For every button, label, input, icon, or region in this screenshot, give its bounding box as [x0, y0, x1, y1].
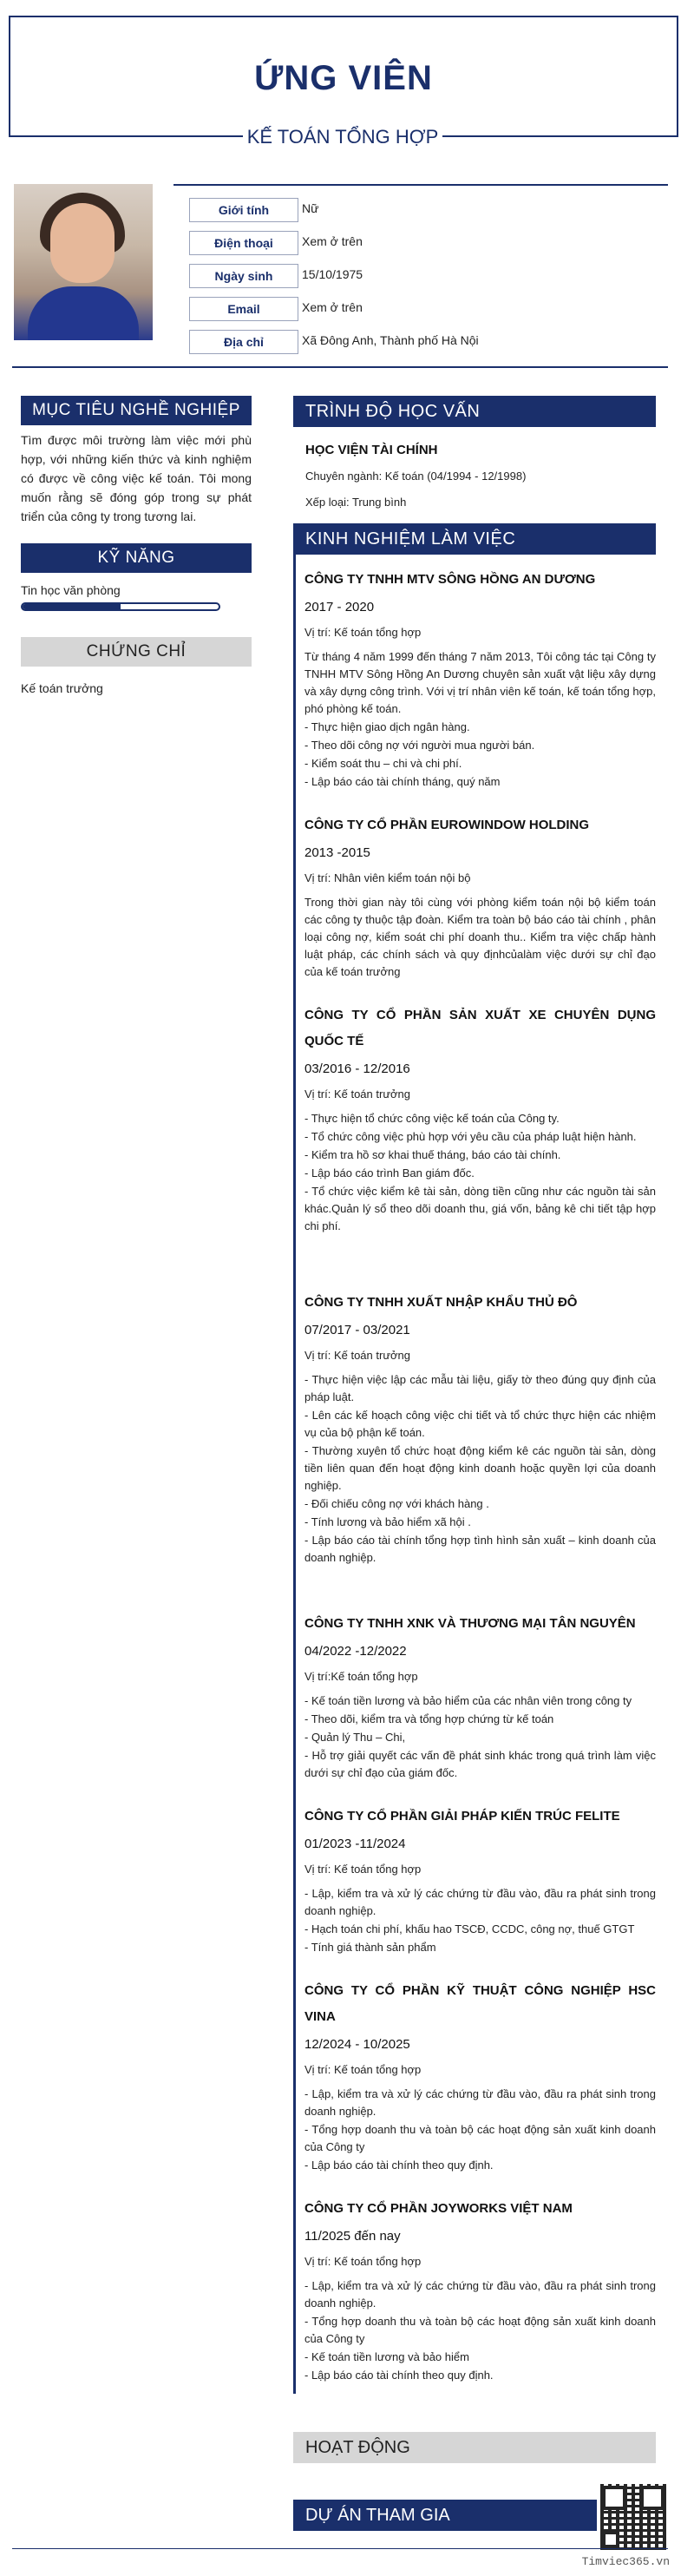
job-period: 12/2024 - 10/2025	[304, 2037, 410, 2052]
job-description-line: - Lập báo cáo tài chính theo quy định.	[304, 2369, 494, 2382]
job-description-line: Từ tháng 4 năm 1999 đến tháng 7 năm 2013, Tôi công tác tại Công ty TNHH MTV Sông Hồng An Dương chuyên sản xuất vật liệu xây dựng và xây dựng công trình. Với vị trí nhân viên kế toán, kế toán tổng hợp, phó phòng kế toán.	[304, 650, 656, 715]
job-period: 01/2023 -11/2024	[304, 1837, 406, 1851]
job-description-line: - Lập, kiểm tra và xử lý các chứng từ đầu vào, đầu ra phát sinh trong doanh nghiệp.	[304, 2087, 656, 2118]
job-role: Vị trí: Nhân viên kiểm toán nội bộ	[304, 871, 471, 884]
job-company: CÔNG TY CỔ PHẦN SẢN XUẤT XE CHUYÊN DỤNG QUỐC TẾ	[304, 1008, 656, 1048]
job-period: 2017 - 2020	[304, 600, 375, 614]
job-entry	[304, 1599, 656, 1791]
cert-text: Kế toán trưởng	[21, 681, 103, 695]
job-description	[304, 1371, 656, 1567]
job-description-line: - Lập, kiểm tra và xử lý các chứng từ đầu vào, đầu ra phát sinh trong doanh nghiệp.	[304, 1887, 656, 1917]
job-description-line: - Thực hiện giao dịch ngân hàng.	[304, 720, 470, 733]
job-description	[304, 2277, 656, 2384]
job-entry	[304, 800, 656, 990]
job-entry	[304, 1791, 656, 1966]
info-value: 15/10/1975	[302, 267, 363, 281]
job-description	[304, 2086, 656, 2174]
job-role: Vị trí:Kế toán tổng hợp	[304, 1670, 418, 1683]
info-value: Nữ	[302, 201, 319, 215]
job-company: CÔNG TY TNHH MTV SÔNG HỒNG AN DƯƠNG	[304, 572, 596, 587]
info-row-address	[189, 330, 666, 354]
job-description-line: - Tổng hợp doanh thu và toàn bộ các hoạt động sản xuất kinh doanh của Công ty	[304, 2315, 656, 2345]
school-name: HỌC VIỆN TÀI CHÍNH	[305, 443, 438, 457]
info-label: Ngày sinh	[189, 264, 298, 288]
watermark: Timviec365.vn	[581, 2555, 670, 2568]
job-description-line: - Theo dõi công nợ với người mua người bán.	[304, 739, 535, 752]
job-role: Vị trí: Kế toán trưởng	[304, 1349, 411, 1362]
info-row-birthdate	[189, 264, 666, 288]
info-value: Xem ở trên	[302, 234, 363, 248]
job-period: 11/2025 đến nay	[304, 2229, 401, 2244]
experience-heading: KINH NGHIỆM LÀM VIỆC	[293, 523, 656, 555]
job-company: CÔNG TY CỔ PHẦN KỸ THUẬT CÔNG NGHIỆP HSC VINA	[304, 1983, 656, 2024]
job-role: Vị trí: Kế toán tổng hợp	[304, 1863, 422, 1876]
job-period: 07/2017 - 03/2021	[304, 1323, 410, 1337]
job-company: CÔNG TY CỔ PHẦN JOYWORKS VIỆT NAM	[304, 2201, 573, 2216]
job-role: Vị trí: Kế toán trưởng	[304, 1088, 411, 1101]
info-row-phone	[189, 231, 666, 255]
job-description-line: - Tổ chức việc kiểm kê tài sản, dòng tiền cũng như các nguồn tài sản khác.Quản lý sổ theo dõi doanh thu, giá vốn, bảng kê chi tiết tập hợp chi phí.	[304, 1185, 656, 1232]
job-description-line: - Quản lý Thu – Chi,	[304, 1731, 406, 1744]
job-description	[304, 1692, 656, 1782]
job-entry	[304, 1278, 656, 1599]
job-period: 03/2016 - 12/2016	[304, 1061, 410, 1076]
job-description-line: - Tính lương và bảo hiểm xã hội .	[304, 1515, 471, 1528]
subtitle-wrap	[243, 122, 442, 153]
right-column	[293, 396, 656, 2394]
job-period: 04/2022 -12/2022	[304, 1644, 407, 1659]
job-description-line: - Lập báo cáo tài chính tổng hợp tình hình sản xuất – kinh doanh của doanh nghiệp.	[304, 1534, 656, 1564]
job-description-line: - Tính giá thành sản phẩm	[304, 1941, 436, 1954]
job-role: Vị trí: Kế toán tổng hợp	[304, 2255, 422, 2268]
info-value: Xã Đông Anh, Thành phố Hà Nội	[302, 333, 479, 347]
experience-timeline	[293, 555, 656, 2394]
job-description-line: - Thường xuyên tổ chức hoạt động kiểm kê các nguồn tài sản, dòng tiền liên quan đến hoạt động kinh doanh hoặc quyền lợi của doanh nghiệp.	[304, 1444, 656, 1492]
skill-bar	[21, 602, 220, 611]
job-company: CÔNG TY TNHH XUẤT NHẬP KHẨU THỦ ĐÔ	[304, 1295, 578, 1310]
job-description-line: - Thực hiện tổ chức công việc kế toán của Công ty.	[304, 1112, 560, 1125]
job-description-line: - Kế toán tiền lương và bảo hiểm của các nhân viên trong công ty	[304, 1694, 632, 1707]
info-label: Email	[189, 297, 298, 321]
objective-heading: MỤC TIÊU NGHỀ NGHIỆP	[21, 396, 252, 425]
job-entry	[304, 990, 656, 1278]
education-grade: Xếp loại: Trung bình	[305, 496, 407, 509]
avatar	[14, 184, 153, 340]
qr-code	[600, 2484, 666, 2550]
activities-heading: HOẠT ĐỘNG	[293, 2432, 656, 2463]
job-description-line: - Tổng hợp doanh thu và toàn bộ các hoạt động sản xuất kinh doanh của Công ty	[304, 2123, 656, 2153]
info-row-email	[189, 297, 666, 321]
job-description	[304, 1110, 656, 1235]
info-label: Điện thoại	[189, 231, 298, 255]
job-description-line: - Lập, kiểm tra và xử lý các chứng từ đầu vào, đầu ra phát sinh trong doanh nghiệp.	[304, 2279, 656, 2310]
job-description-line: - Kiểm tra hồ sơ khai thuế tháng, báo cáo tài chính.	[304, 1148, 561, 1161]
job-description-line: - Đối chiếu công nợ với khách hàng .	[304, 1497, 489, 1510]
job-description	[304, 1885, 656, 1956]
job-description-line: - Kế toán tiền lương và bảo hiểm	[304, 2350, 469, 2363]
info-value: Xem ở trên	[302, 300, 363, 314]
job-entry	[304, 1966, 656, 2184]
job-period: 2013 -2015	[304, 845, 370, 860]
education-block	[293, 427, 656, 523]
info-row-gender	[189, 198, 666, 222]
education-major: Chuyên ngành: Kế toán (04/1994 - 12/1998)	[305, 470, 527, 483]
job-description-line: - Lên các kế hoạch công việc chi tiết và tổ chức thực hiện các nhiệm vụ của bộ phận kế toán.	[304, 1409, 656, 1439]
info-label: Địa chỉ	[189, 330, 298, 354]
skills-heading: KỸ NĂNG	[21, 543, 252, 573]
job-entry	[304, 2184, 656, 2394]
certs-heading: CHỨNG CHỈ	[21, 637, 252, 667]
divider	[12, 366, 668, 368]
job-role: Vị trí: Kế toán tổng hợp	[304, 626, 422, 639]
skill-name: Tin học văn phòng	[21, 583, 121, 597]
divider	[12, 2548, 668, 2549]
job-title: KẾ TOÁN TỔNG HỢP	[246, 126, 439, 148]
job-description	[304, 648, 656, 791]
candidate-title: ỨNG VIÊN	[254, 59, 433, 97]
job-description-line: - Tổ chức công việc phù hợp với yêu cầu của pháp luật hiện hành.	[304, 1130, 637, 1143]
job-role: Vị trí: Kế toán tổng hợp	[304, 2063, 422, 2076]
job-description-line: - Theo dõi, kiểm tra và tổng hợp chứng từ kế toán	[304, 1712, 554, 1725]
job-description-line: - Hỗ trợ giải quyết các vấn đề phát sinh khác trong quá trình làm việc dưới sự chỉ đạo của giám đốc.	[304, 1749, 656, 1779]
education-heading: TRÌNH ĐỘ HỌC VẤN	[293, 396, 656, 427]
job-description-line: - Lập báo cáo tài chính tháng, quý năm	[304, 775, 501, 788]
projects-heading: DỰ ÁN THAM GIA	[293, 2500, 597, 2531]
job-description-line: - Lập báo cáo trình Ban giám đốc.	[304, 1166, 475, 1180]
divider	[174, 184, 668, 186]
job-company: CÔNG TY CỔ PHẦN EUROWINDOW HOLDING	[304, 818, 590, 832]
info-label: Giới tính	[189, 198, 298, 222]
objective-text: Tìm được môi trường làm việc mới phù hợp, với những kiến thức và kinh nghiệm có được về công việc kế toán. Tôi mong muốn rằng sẽ đóng góp trong sự phát triển của công ty trong tương lai.	[21, 433, 252, 523]
header-box	[9, 16, 678, 137]
job-company: CÔNG TY CỔ PHẦN GIẢI PHÁP KIẾN TRÚC FELITE	[304, 1809, 620, 1824]
job-description-line: - Hạch toán chi phí, khấu hao TSCĐ, CCDC, công nợ, thuế GTGT	[304, 1922, 635, 1935]
job-description-line: - Kiểm soát thu – chi và chi phí.	[304, 757, 462, 770]
skill-fill	[23, 604, 121, 609]
job-description-line: - Thực hiện việc lập các mẫu tài liệu, giấy tờ theo đúng quy định của pháp luật.	[304, 1373, 656, 1403]
job-description-line: - Lập báo cáo tài chính theo quy định.	[304, 2159, 494, 2172]
left-column	[21, 396, 252, 698]
job-entry	[304, 555, 656, 800]
job-company: CÔNG TY TNHH XNK VÀ THƯƠNG MẠI TÂN NGUYÊN	[304, 1616, 636, 1631]
job-description	[304, 894, 656, 981]
job-description-line: Trong thời gian này tôi cùng với phòng kiểm toán nội bộ kiểm toán các công ty thuộc tập đoàn. Kiểm tra toàn bộ báo cáo tài chính , phân loại công nợ, kiểm soát chi phí doanh thu.. Kiểm tra việc chấp hành luật pháp, các chính sách và quy địnhcủalàm việc dưới sự chỉ đạo của kế toán trưởng	[304, 896, 656, 978]
